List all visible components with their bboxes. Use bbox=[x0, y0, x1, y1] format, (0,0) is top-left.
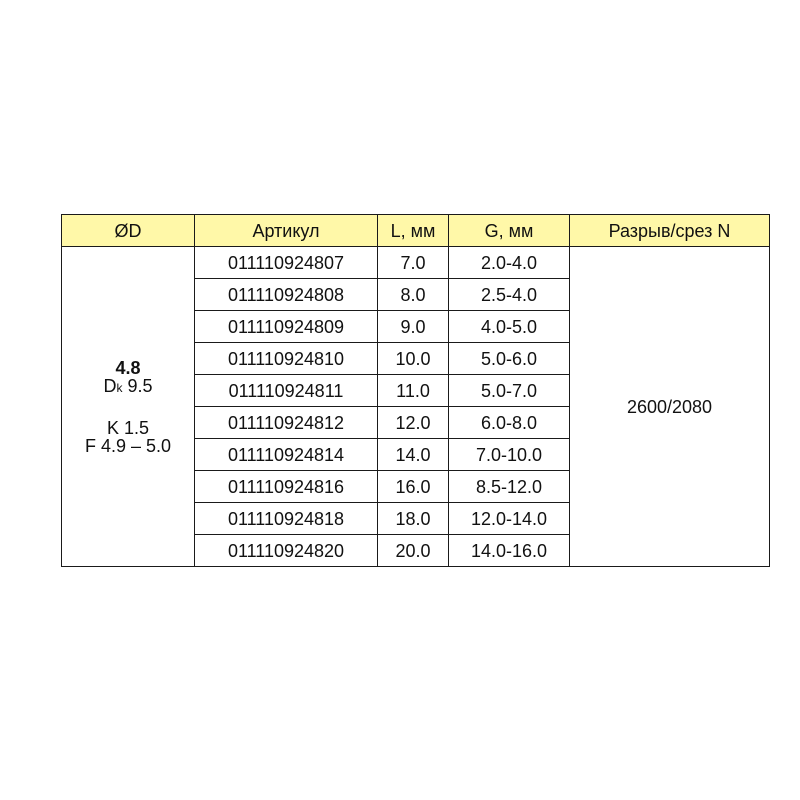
header-article: Артикул bbox=[195, 215, 378, 247]
article-cell: 011110924812 bbox=[195, 407, 378, 439]
diameter-cell bbox=[62, 247, 195, 567]
length-cell: 9.0 bbox=[378, 311, 449, 343]
length-cell: 12.0 bbox=[378, 407, 449, 439]
header-diameter: ØD bbox=[62, 215, 195, 247]
article-cell: 011110924810 bbox=[195, 343, 378, 375]
head-diameter bbox=[62, 377, 194, 395]
grip-range-cell: 8.5-12.0 bbox=[449, 471, 570, 503]
length-cell: 16.0 bbox=[378, 471, 449, 503]
head-diameter-subscript: k bbox=[116, 380, 123, 395]
grip-range-cell: 5.0-7.0 bbox=[449, 375, 570, 407]
length-cell: 18.0 bbox=[378, 503, 449, 535]
header-row bbox=[62, 215, 770, 247]
table-row bbox=[62, 247, 770, 279]
head-diameter-value: 9.5 bbox=[122, 375, 153, 396]
drill-range: F 4.9 – 5.0 bbox=[84, 435, 172, 456]
grip-range-cell: 4.0-5.0 bbox=[449, 311, 570, 343]
spacer bbox=[62, 395, 194, 419]
length-cell: 11.0 bbox=[378, 375, 449, 407]
head-height: K 1.5 bbox=[106, 417, 150, 438]
grip-range-cell: 14.0-16.0 bbox=[449, 535, 570, 567]
article-cell: 011110924820 bbox=[195, 535, 378, 567]
article-cell: 011110924814 bbox=[195, 439, 378, 471]
grip-range-cell: 2.5-4.0 bbox=[449, 279, 570, 311]
diameter-value: 4.8 bbox=[115, 357, 141, 378]
length-cell: 14.0 bbox=[378, 439, 449, 471]
length-cell: 7.0 bbox=[378, 247, 449, 279]
grip-range-cell: 2.0-4.0 bbox=[449, 247, 570, 279]
header-grip-range: G, мм bbox=[449, 215, 570, 247]
header-length: L, мм bbox=[378, 215, 449, 247]
force-cell: 2600/2080 bbox=[570, 247, 770, 567]
article-cell: 011110924809 bbox=[195, 311, 378, 343]
article-cell: 011110924816 bbox=[195, 471, 378, 503]
length-cell: 8.0 bbox=[378, 279, 449, 311]
grip-range-cell: 6.0-8.0 bbox=[449, 407, 570, 439]
grip-range-cell: 7.0-10.0 bbox=[449, 439, 570, 471]
grip-range-cell: 12.0-14.0 bbox=[449, 503, 570, 535]
header-force: Разрыв/срез N bbox=[570, 215, 770, 247]
head-diameter-prefix: D bbox=[103, 375, 117, 396]
article-cell: 011110924807 bbox=[195, 247, 378, 279]
grip-range-cell: 5.0-6.0 bbox=[449, 343, 570, 375]
length-cell: 20.0 bbox=[378, 535, 449, 567]
article-cell: 011110924811 bbox=[195, 375, 378, 407]
article-cell: 011110924818 bbox=[195, 503, 378, 535]
length-cell: 10.0 bbox=[378, 343, 449, 375]
article-cell: 011110924808 bbox=[195, 279, 378, 311]
spec-table bbox=[61, 214, 770, 567]
